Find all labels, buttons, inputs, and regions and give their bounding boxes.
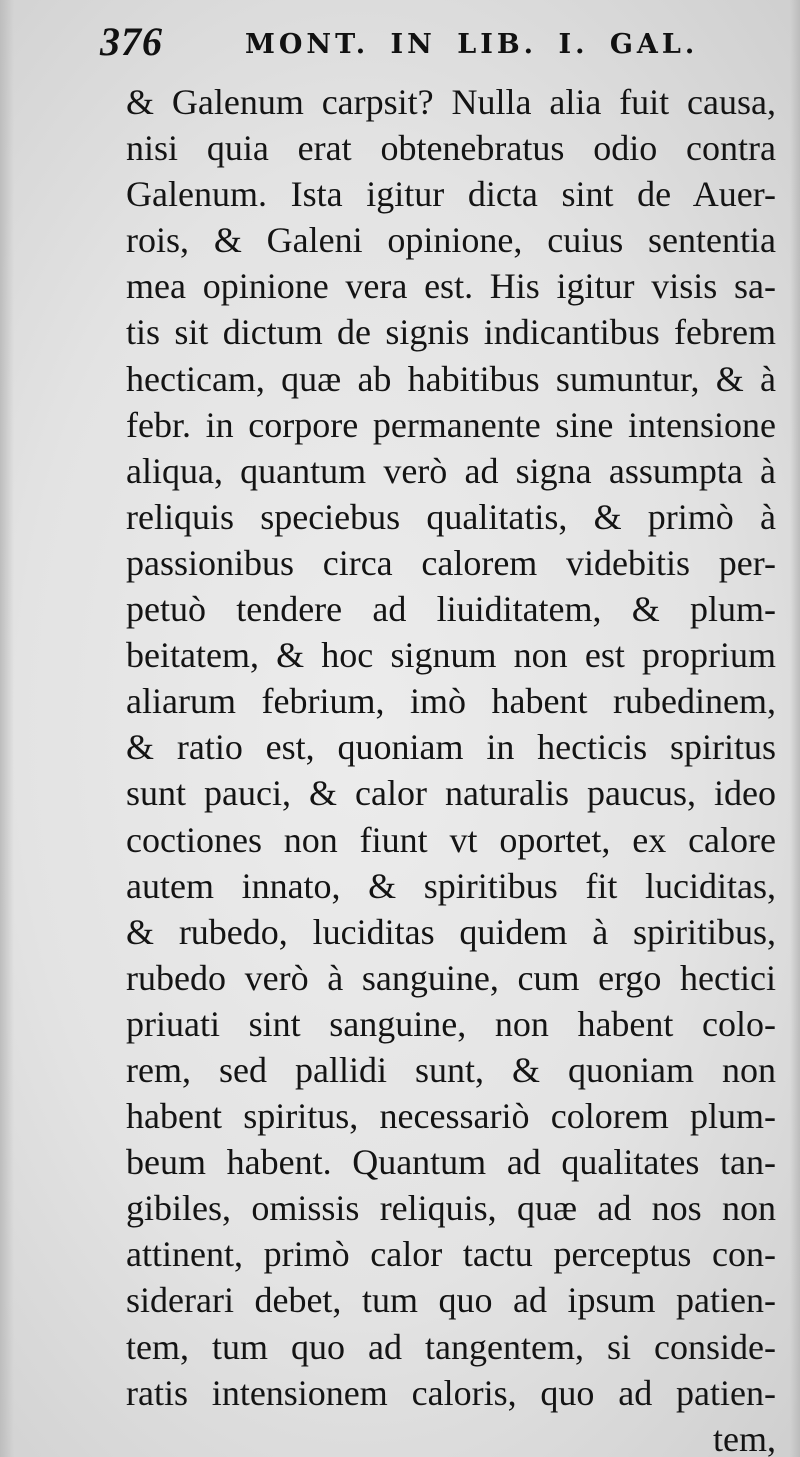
- text-line: beum habent. Quantum ad qualitates tan-: [126, 1142, 776, 1183]
- text-line: rois, & Galeni opinione, cuius sententia: [126, 220, 776, 261]
- text-line: coctiones non fiunt vt oportet, ex calore: [126, 819, 776, 860]
- text-line: petuò tendere ad liuiditatem, & plum-: [126, 589, 776, 630]
- text-line: sunt pauci, & calor naturalis paucus, ideo: [126, 773, 776, 814]
- running-title: MONT. IN LIB. I. GAL.: [245, 29, 699, 60]
- text-line: siderari debet, tum quo ad ipsum patien-: [126, 1280, 776, 1321]
- text-line: rem, sed pallidi sunt, & quoniam non: [126, 1049, 776, 1090]
- text-line: reliquis speciebus qualitatis, & primò à: [126, 496, 776, 537]
- text-line: autem innato, & spiritibus fit luciditas,: [126, 865, 776, 906]
- text-line: beitatem, & hoc signum non est proprium: [126, 635, 776, 676]
- text-line: habent spiritus, necessariò colorem plum-: [126, 1096, 776, 1137]
- text-line: mea opinione vera est. His igitur visis sa-: [126, 266, 776, 307]
- body-text: [126, 79, 776, 1457]
- text-line: passionibus circa calorem videbitis per-: [126, 542, 776, 583]
- text-line: ratis intensionem caloris, quo ad patien-: [126, 1372, 776, 1413]
- running-head: [100, 14, 800, 74]
- text-line: tem,: [713, 1418, 776, 1457]
- text-line: febr. in corpore permanente sine intensione: [126, 404, 776, 445]
- text-line: attinent, primò calor tactu perceptus con-: [126, 1234, 776, 1275]
- page-edge-shadow-left: [0, 0, 14, 1457]
- text-line: nisi quia erat obtenebratus odio contra: [126, 128, 776, 169]
- text-line: tis sit dictum de signis indicantibus febrem: [126, 312, 776, 353]
- text-line: hecticam, quæ ab habitibus sumuntur, & à: [126, 358, 776, 399]
- text-line: gibiles, omissis reliquis, quæ ad nos non: [126, 1188, 776, 1229]
- text-line: & Galenum carpsit? Nulla alia fuit causa,: [126, 82, 776, 122]
- text-line: rubedo verò à sanguine, cum ergo hectici: [126, 957, 776, 998]
- text-line: & ratio est, quoniam in hecticis spiritus: [126, 727, 776, 768]
- text-line: priuati sint sanguine, non habent colo-: [126, 1003, 776, 1044]
- text-line: & rubedo, luciditas quidem à spiritibus,: [126, 911, 776, 952]
- text-line: aliqua, quantum verò ad signa assumpta à: [126, 450, 776, 491]
- page-edge-shadow-right: [790, 0, 800, 1457]
- text-line: Galenum. Ista igitur dicta sint de Auer-: [126, 174, 776, 215]
- text-line: aliarum febrium, imò habent rubedinem,: [126, 681, 776, 722]
- page-number: 376: [100, 19, 163, 64]
- text-line: tem, tum quo ad tangentem, si conside-: [126, 1326, 776, 1367]
